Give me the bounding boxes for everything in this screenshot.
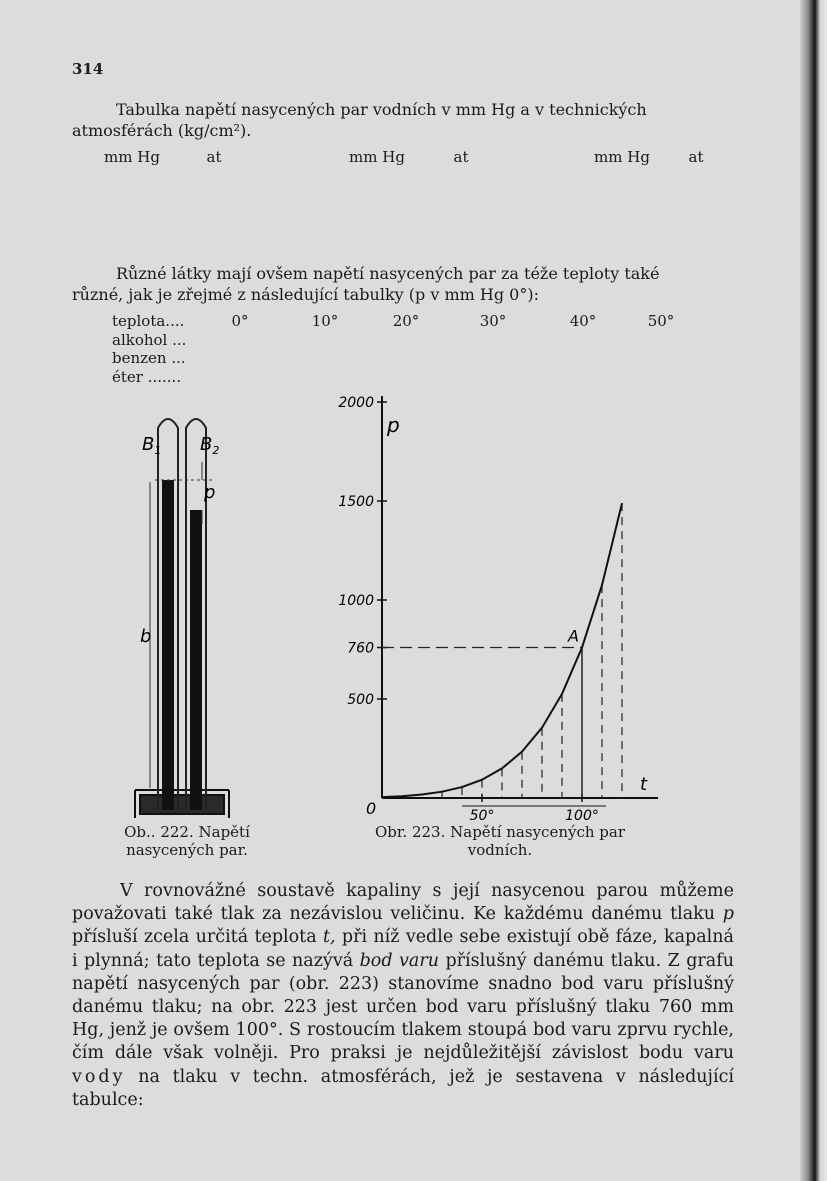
table1-header-mmhg: mm Hg [104,148,160,166]
table2-row-label: alkohol ... [112,330,187,349]
mercury-trough [140,795,224,814]
figure-223-chart [320,390,700,820]
page-binding-edge [800,0,827,1181]
x-axis-label: t [640,774,648,795]
y-tick-label: 2000 [338,395,374,411]
x-tick-label: 100° [565,808,599,820]
intro-paragraph-line1: Různé látky mají ovšem napětí nasycených par za téže teploty také [116,264,660,283]
table1-header-at: at [206,148,222,166]
y-tick-label: 1000 [338,593,374,609]
table1-header-mmhg: mm Hg [594,148,650,166]
figure-222-caption-line2: nasycených par. [126,841,248,859]
body-paragraph: V rovnovážné soustavě kapaliny s její nasycenou parou můžeme považovati také tlak za nezávislou veličinu. Ke každému danému tlaku p přísluší zcela určitá teplota t, při níž vedle sebe existují obě fáze, kapalná i plynná; tato teplota se nazývá bod varu příslušný danému tlaku. Z grafu napětí nasycených par (obr. 223) stanovíme snadno bod varu příslušný danému tlaku; na obr. 223 jest určen bod varu příslušný tlaku 760 mm Hg, jenž je ovšem 100°. S rostoucím tlakem stoupá bod varu zprvu rychle, čím dále však volněji. Pro praksi je nejdůležitější závislost bodu varu vody na tlaku v techn. atmosférách, jež je sestavena v následující tabulce: [72,881,734,1110]
table1-header-mmhg: mm Hg [349,148,405,166]
point-a-label: A [568,626,579,646]
mercury-column-b2 [190,510,202,810]
body-text [72,880,734,1112]
intro-paragraph-line2: různé, jak je zřejmé z následující tabulky (p v mm Hg 0°): [72,285,539,304]
intro-paragraph [72,263,732,305]
x-tick-label: 50° [469,808,495,820]
figure-222-barometers [120,400,240,820]
table1-caption [72,99,732,141]
figure-223-caption-line1: Obr. 223. Napětí nasycených par [375,823,625,841]
table2-cell: 0° [231,312,249,330]
table2-cell: 10° [311,312,339,330]
figure-222-caption-line1: Ob.. 222. Napětí [124,823,250,841]
table2-row-label: benzen ... [112,349,186,367]
origin-label: 0 [366,799,377,818]
table1-caption-line2: atmosférách (kg/cm²). [72,121,252,140]
figure-222-caption [112,823,262,859]
table2-cell: 20° [392,312,420,330]
table2-row-label: éter ....... [112,367,182,386]
figure-223-caption [340,823,660,859]
vapor-pressure-curve [382,503,622,797]
label-b: b [140,626,152,647]
table1-header-at: at [453,148,469,166]
y-tick-label: 500 [347,692,374,708]
table1-header-at: at [688,148,704,166]
table1-caption-line1: Tabulka napětí nasycených par vodních v mm Hg a v technických [116,100,647,119]
y-axis-label: p [387,413,400,437]
label-p: p [204,482,216,503]
figure-223-caption-line2: vodních. [467,841,533,859]
table2-cell: 30° [479,312,507,330]
table2-row-label: teplota.... [112,312,185,330]
page-number: 314 [72,60,104,78]
label-b1: $B_1$ [142,434,162,457]
y-tick-label: 760 [347,640,374,657]
mercury-column-b1 [162,480,174,810]
label-b2: $B_2$ [200,434,220,457]
y-tick-label: 1500 [338,494,374,510]
table2-cell: 40° [569,312,597,330]
table2-cell: 50° [647,312,675,330]
